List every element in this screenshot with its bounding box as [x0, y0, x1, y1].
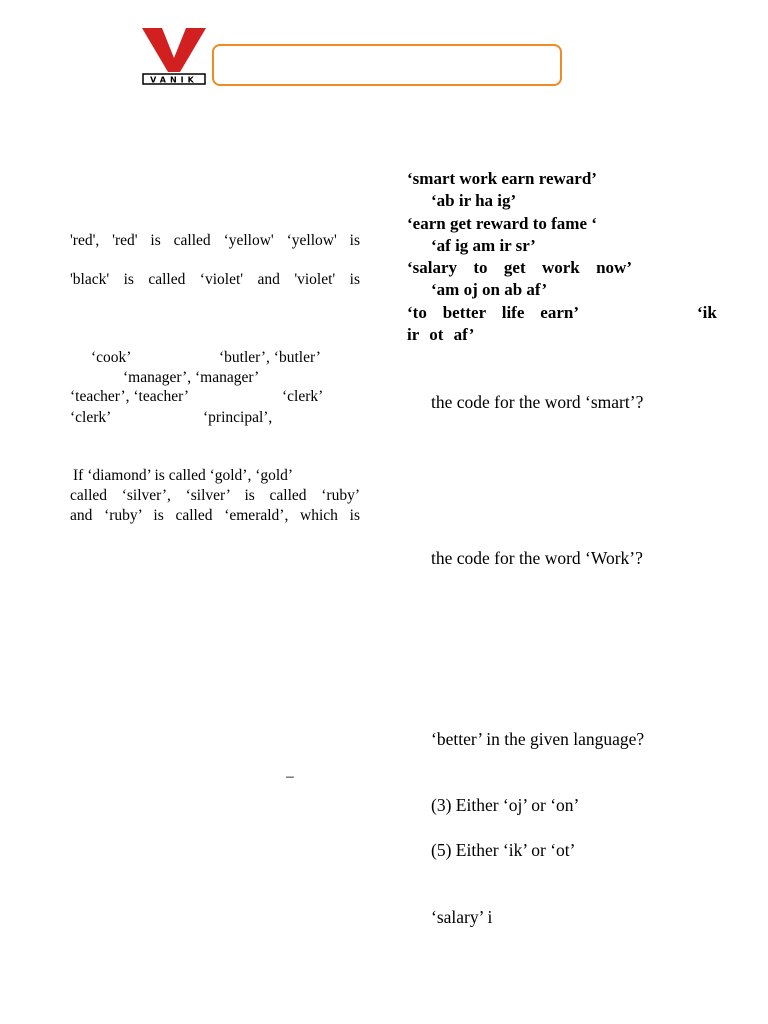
option-3: (3) Either ‘oj’ or ‘on’: [431, 795, 580, 815]
q2-clerk-2: ‘clerk’: [70, 409, 112, 426]
header-title-box: [212, 44, 562, 86]
logo-graphic: [140, 26, 208, 86]
code-phrase-3: ‘salary to get work now’: [407, 258, 632, 277]
q2-cook: ‘cook’: [91, 349, 132, 366]
code-value-2: ‘af ig am ir sr’: [431, 236, 536, 255]
q2-manager: ‘manager’, ‘manager’: [123, 369, 260, 386]
q2-clerk-1: ‘clerk’: [282, 388, 324, 405]
dash: –: [286, 768, 294, 785]
question-better: ‘better’ in the given language?: [431, 729, 645, 749]
logo-text: VANIK: [150, 75, 198, 85]
q2-principal: ‘principal’,: [203, 409, 273, 426]
q2-butler: ‘butler’, ‘butler’: [219, 349, 321, 366]
q1-line-2: 'black' is called ‘violet' and 'violet' is: [70, 271, 360, 288]
q2-teacher: ‘teacher’, ‘teacher’: [70, 388, 190, 405]
code-value-3: ‘am oj on ab af’: [431, 280, 548, 299]
question-salary: ‘salary’ i: [431, 907, 493, 927]
q3-line-1: If ‘diamond’ is called ‘gold’, ‘gold’: [73, 467, 294, 484]
code-phrase-1: ‘smart work earn reward’: [407, 169, 597, 188]
code-value-4a: ‘ik: [697, 303, 717, 322]
question-work: the code for the word ‘Work’?: [431, 548, 643, 568]
q1-line-1: 'red', 'red' is called ‘yellow' ‘yellow' is: [70, 232, 360, 249]
vanik-logo: [140, 26, 208, 86]
code-value-4b: ir ot af’: [407, 325, 475, 344]
question-smart: the code for the word ‘smart’?: [431, 392, 644, 412]
code-phrase-4: ‘to better life earn’: [407, 303, 579, 322]
q3-line-2: called ‘silver’, ‘silver’ is called ‘ruby’: [70, 487, 360, 504]
code-value-1: ‘ab ir ha ig’: [431, 191, 517, 210]
option-5: (5) Either ‘ik’ or ‘ot’: [431, 840, 576, 860]
code-phrase-2: ‘earn get reward to fame ‘: [407, 214, 597, 233]
q3-line-3: and ‘ruby’ is called ‘emerald’, which is: [70, 507, 360, 524]
logo-v-shape: [142, 28, 206, 72]
